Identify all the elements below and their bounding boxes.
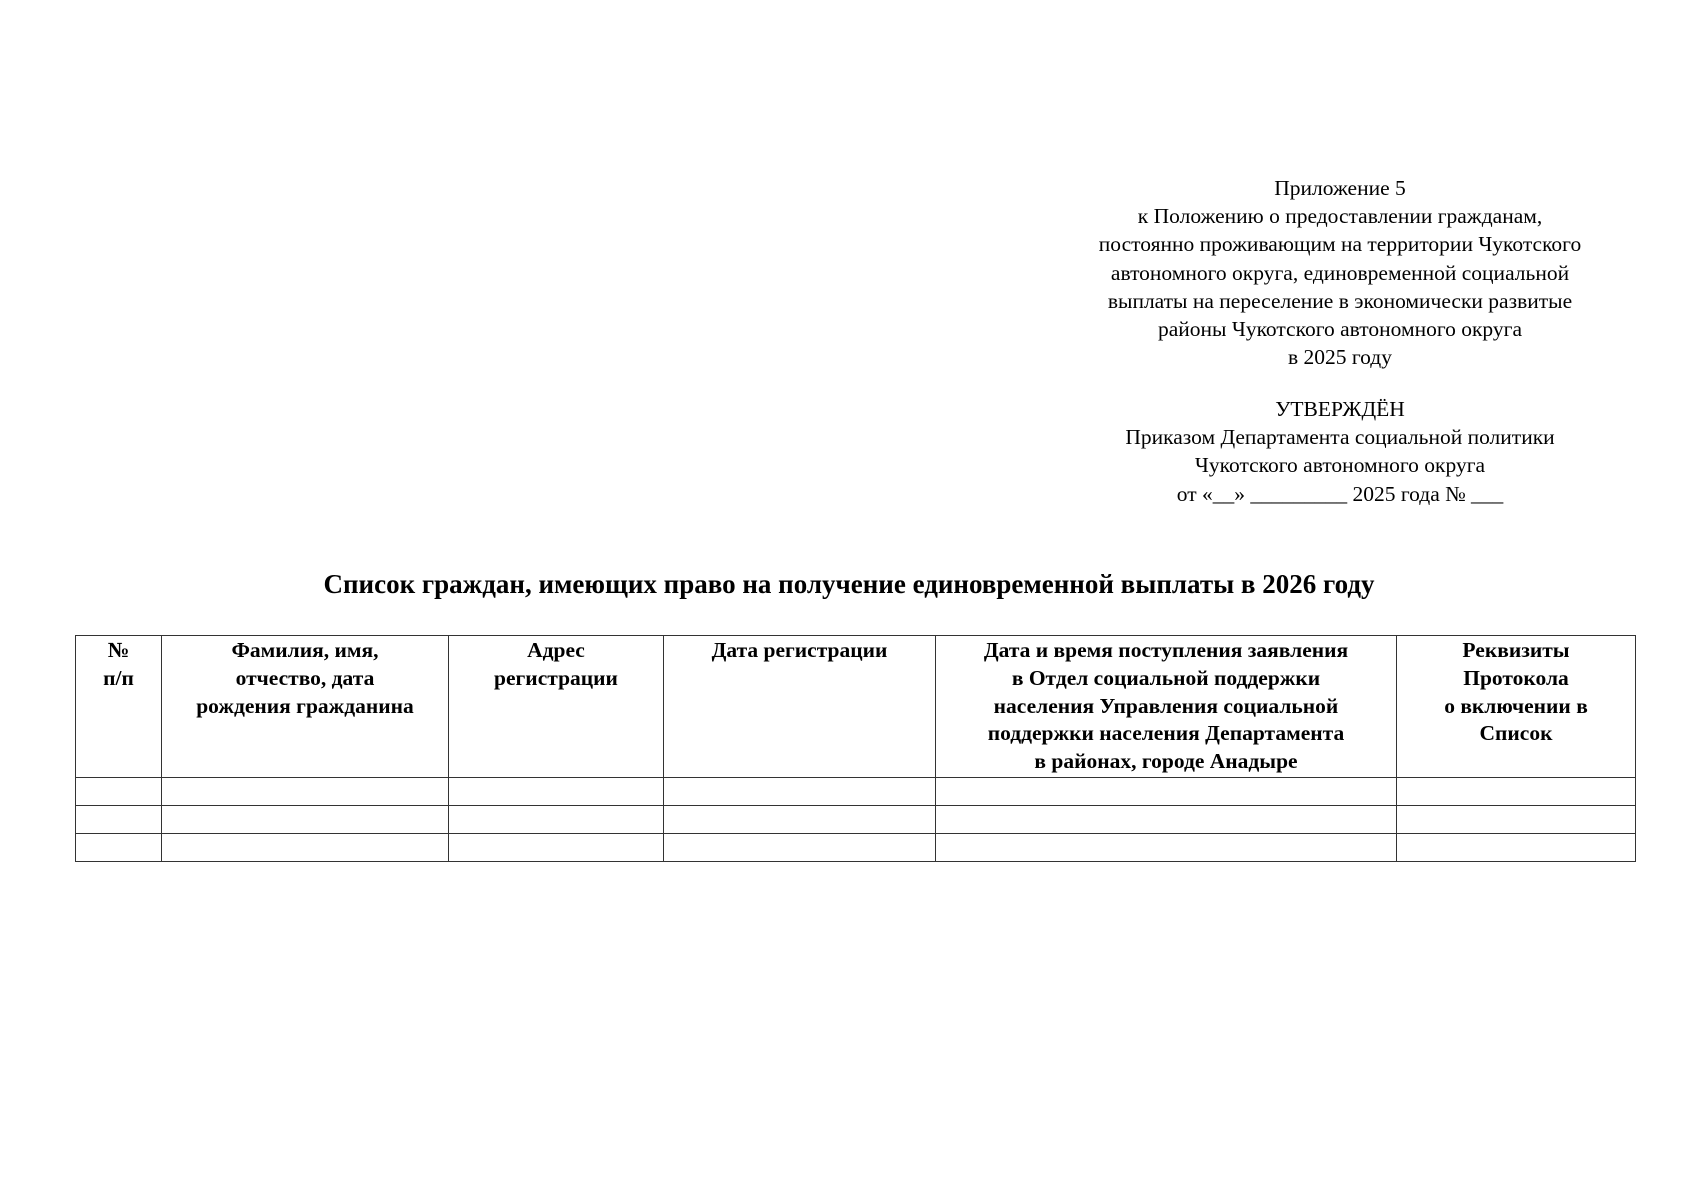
header-line: Дата и время поступления заявления — [983, 638, 1349, 662]
header-line: рождения гражданина — [196, 693, 414, 718]
table-cell — [1397, 806, 1636, 834]
header-line: № — [107, 638, 130, 662]
approval-line: от «__» _________ 2025 года № ___ — [1176, 481, 1504, 506]
appendix-line: районы Чукотского автономного округа — [1157, 317, 1523, 342]
approval-line: Приказом Департамента социальной политики — [1125, 425, 1555, 450]
table-cell — [1397, 778, 1636, 806]
table-cell — [664, 806, 936, 834]
approval-line: УТВЕРЖДЁН — [1275, 397, 1405, 421]
column-header-protocol-details — [1397, 636, 1636, 778]
header-line: Дата регистрации — [711, 638, 888, 662]
table-cell — [936, 834, 1397, 862]
header-line: о включении в — [1444, 693, 1588, 718]
table-cell — [76, 834, 162, 862]
header-line: поддержки населения Департамента — [987, 721, 1345, 746]
header-line: в Отдел социальной поддержки — [1011, 665, 1321, 690]
table-row — [76, 834, 1636, 862]
header-line: Адрес — [527, 638, 585, 662]
table-cell — [664, 778, 936, 806]
appendix-line: выплаты на переселение в экономически развитые — [1107, 288, 1573, 313]
header-line: п/п — [103, 665, 134, 690]
appendix-line: к Положению о предоставлении гражданам, — [1137, 204, 1543, 229]
table-cell — [1397, 834, 1636, 862]
column-header-registration-date — [664, 636, 936, 778]
table-cell — [76, 806, 162, 834]
table-cell — [162, 778, 449, 806]
document-title: Список граждан, имеющих право на получение единовременной выплаты в 2026 году — [323, 569, 1375, 599]
appendix-line: в 2025 году — [1287, 345, 1392, 370]
table-header-row — [76, 636, 1636, 778]
table-cell — [76, 778, 162, 806]
table-cell — [449, 834, 664, 862]
header-line: населения Управления социальной — [993, 693, 1339, 718]
column-header-full-name — [162, 636, 449, 778]
table-cell — [449, 806, 664, 834]
column-header-application-datetime — [936, 636, 1397, 778]
citizens-list-table — [75, 635, 1636, 862]
appendix-line: автономного округа, единовременной социальной — [1110, 260, 1570, 285]
column-header-address — [449, 636, 664, 778]
table-row — [76, 806, 1636, 834]
approval-line: Чукотского автономного округа — [1194, 453, 1486, 478]
table-cell — [664, 834, 936, 862]
table-cell — [936, 806, 1397, 834]
header-line: Реквизиты — [1462, 638, 1570, 662]
header-line: регистрации — [494, 665, 618, 690]
header-line: отчество, дата — [235, 665, 375, 690]
table-cell — [449, 778, 664, 806]
appendix-line: Приложение 5 — [1274, 176, 1406, 200]
table-cell — [162, 806, 449, 834]
appendix-line: постоянно проживающим на территории Чукотского — [1098, 232, 1582, 257]
header-line: в районах, городе Анадыре — [1034, 749, 1298, 774]
table-cell — [162, 834, 449, 862]
appendix-block — [1040, 174, 1640, 371]
header-line: Протокола — [1463, 665, 1569, 690]
header-line: Список — [1479, 721, 1553, 746]
approval-block — [1040, 395, 1640, 508]
table-cell — [936, 778, 1397, 806]
column-header-number — [76, 636, 162, 778]
header-line: Фамилия, имя, — [231, 638, 379, 662]
table-row — [76, 778, 1636, 806]
